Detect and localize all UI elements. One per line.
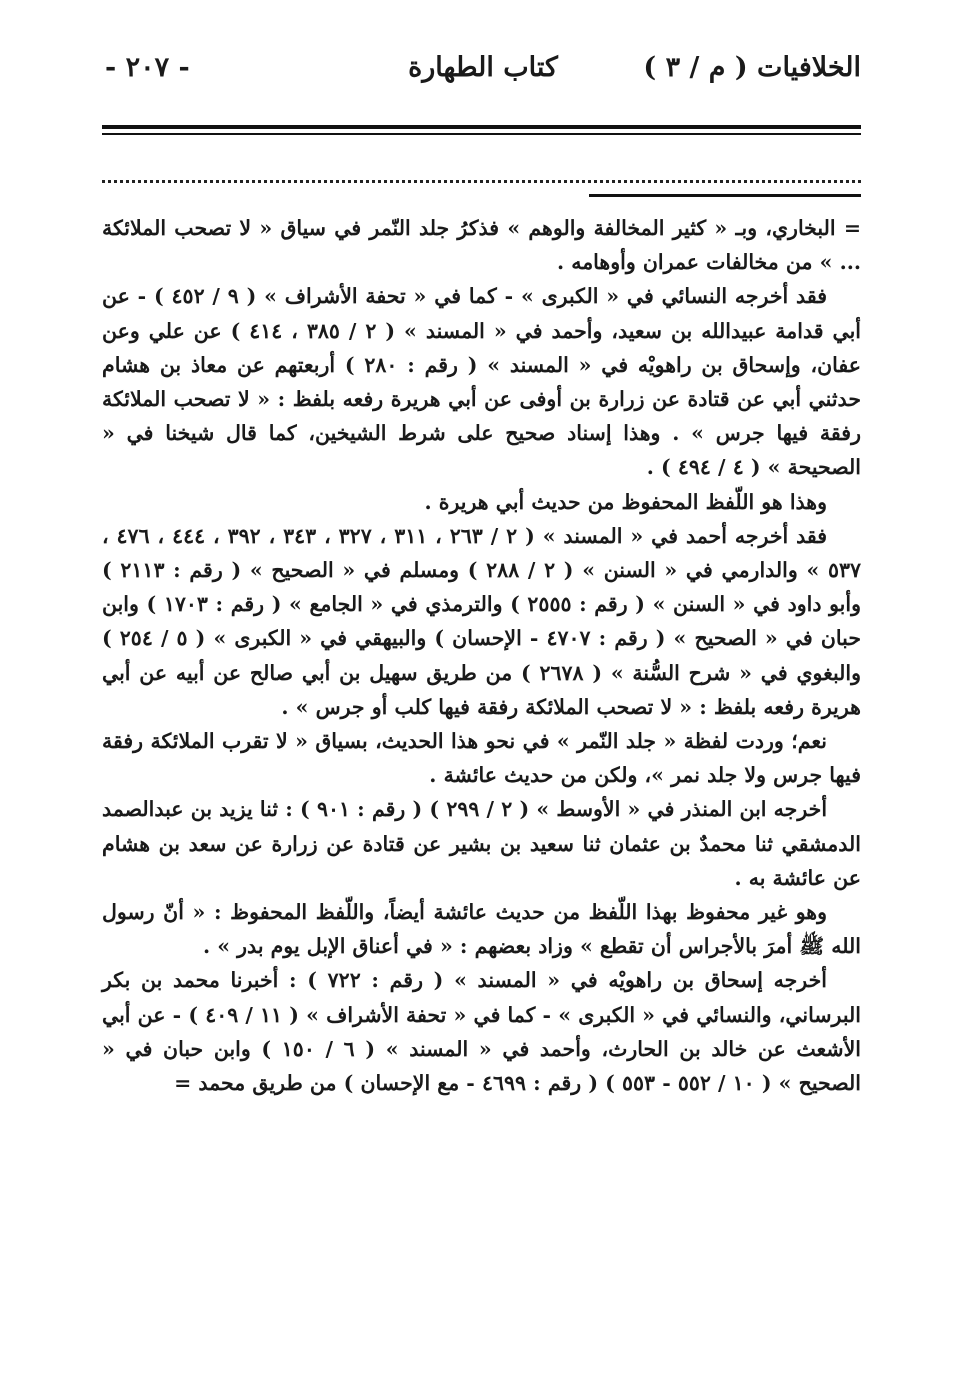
paragraph: أخرجه إسحاق بن راهويْه في « المسند » ( رقم : ٧٢٢ ) : أخبرنا محمد بن بكر البرساني، والنسائي في « الكبرى » - كما في « تحفة الأشراف » ( ١١ / ٤٠٩ ) - عن أبي الأشعث عن خالد بن الحارث، وأحمد في « المسند » ( ٦ / ١٥٠ ) وابن حبان في « الصحيح » ( ١٠ / ٥٥٢ - ٥٥٣ ) ( رقم : ٤٦٩٩ - مع الإحسان ) من طريق محمد = [102,968,861,1096]
paragraph: = البخاري، وبـ « كثير المخالفة والوهم » فذكرُ جلد النّمر في سياق « لا تصحب الملائكة ... » من مخالفات عمران وأوهامه . [102,216,861,275]
book-title: الخلافيات ( م / ٣ ) [643,52,861,83]
paragraph: وهذا هو اللّفظ المحفوظ من حديث أبي هريرة . [424,489,827,514]
header-rule-thick [102,125,861,129]
paragraph: وهو غير محفوظ بهذا اللّفظ من حديث عائشة أيضاً، واللّفظ المحفوظ : « أنّ رسول الله ﷺ أمرَ بالأجراس أن تقطع » وزاد بعضهم : « في أعناق الإبل يوم بدر » . [102,900,861,959]
dotted-separator [102,160,861,183]
paragraph: أخرجه ابن المنذر في « الأوسط » ( ٢ / ٢٩٩ ) ( رقم : ٩٠١ ) : ثنا يزيد بن عبدالصمد الدمشقي ثنا محمدٌ بن عثمان ثنا سعيد بن بشير عن قتادة عن زرارة عن سعد بن هشام عن عائشة به . [102,797,861,890]
paragraph: فقد أخرجه النسائي في « الكبرى » - كما في « تحفة الأشراف » ( ٩ / ٤٥٢ ) - عن أبي قدامة عبيدالله بن سعيد، وأحمد في « المسند » ( ٢ / ٣٨٥ ، ٤١٤ ) عن علي وعن عفان، وإسحاق بن راهويْه في « المسند » ( رقم : ٢٨٠ ) أربعتهم عن معاذ بن هشام حدثني أبي عن قتادة عن زرارة بن أوفى عن أبي هريرة رفعه بلفظ : « لا تصحب الملائكة رفقة فيها جرس » . وهذا إسناد صحيح على شرط الشيخين، كما قال شيخنا في « الصحيحة » ( ٤ / ٤٩٤ ) . [102,284,861,480]
page-number: - ٢٠٧ - [105,52,190,83]
footnote-text [102,211,861,1100]
header-rule-thin [102,133,861,135]
page-header [105,52,861,96]
chapter-title: كتاب الطهارة [408,52,558,83]
footnote-rule [589,194,861,197]
paragraph: نعم؛ وردت لفظة « جلد النّمر » في نحو هذا الحديث، بسياق « لا تقرب الملائكة رفقة فيها جرس ولا جلد نمر »، ولكن من حديث عائشة . [102,729,861,788]
paragraph: فقد أخرجه أحمد في « المسند » ( ٢ / ٢٦٣ ، ٣١١ ، ٣٢٧ ، ٣٤٣ ، ٣٩٢ ، ٤٤٤ ، ٤٧٦ ، ٥٣٧ » والدارمي في « السنن » ( ٢ / ٢٨٨ ) ومسلم في « الصحيح » ( رقم : ٢١١٣ ) وأبو داود في « السنن » ( رقم : ٢٥٥٥ ) والترمذي في « الجامع » ( رقم : ١٧٠٣ ) وابن حبان في « الصحيح » ( رقم : ٤٧٠٧ - الإحسان ) والبيهقي في « الكبرى » ( ٥ / ٢٥٤ ) والبغوي في « شرح السُّنة » ( ٢٦٧٨ ) من طريق سهيل بن أبي صالح عن أبيه عن أبي هريرة رفعه بلفظ : « لا تصحب الملائكة رفقة فيها كلب أو جرس » . [102,523,862,719]
